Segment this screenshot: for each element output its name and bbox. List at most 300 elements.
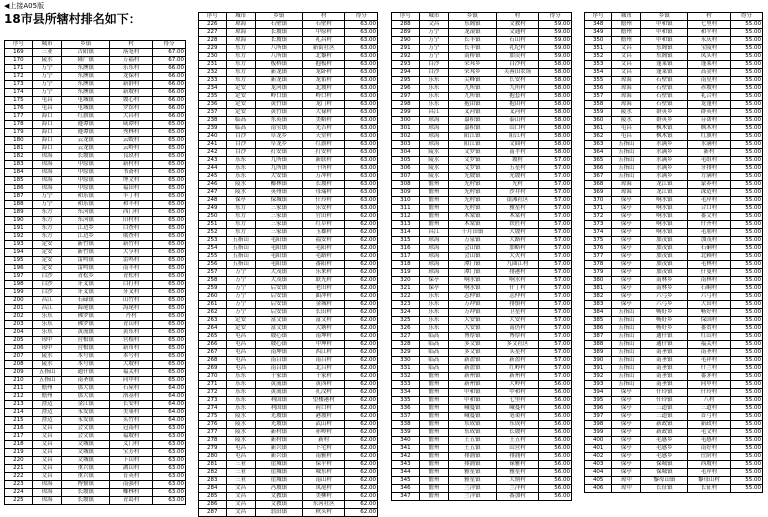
city-cell: 屯昌 [612, 125, 641, 133]
rank-cell: 184 [5, 169, 33, 177]
township-cell: 遵谭镇 [62, 121, 110, 129]
rank-cell: 356 [585, 85, 612, 93]
table-row [199, 509, 378, 517]
rank-cell: 253 [199, 237, 227, 245]
score-cell: 55.00 [730, 453, 762, 461]
score-cell: 57.00 [539, 349, 572, 357]
rank-cell: 347 [392, 493, 420, 501]
city-cell: 保亭 [612, 285, 641, 293]
table-row [5, 353, 186, 361]
rank-cell: 280 [199, 453, 227, 461]
village-cell: 石山村 [496, 37, 539, 45]
score-cell: 65.00 [153, 377, 186, 385]
score-cell: 65.00 [153, 145, 186, 153]
table-row [199, 445, 378, 453]
rank-cell: 321 [392, 285, 420, 293]
city-cell: 文昌 [32, 449, 62, 457]
score-cell: 55.00 [730, 373, 762, 381]
table-row [585, 197, 763, 205]
rank-cell: 200 [5, 297, 33, 305]
township-cell: 隆广镇 [62, 57, 110, 65]
city-cell: 白沙 [226, 149, 255, 157]
rank-cell: 178 [5, 121, 33, 129]
score-cell: 63.00 [345, 101, 378, 109]
township-cell: 东河镇 [62, 209, 110, 217]
city-cell: 儋州 [612, 37, 641, 45]
table-row [5, 225, 186, 233]
rank-cell: 231 [199, 61, 227, 69]
rank-cell: 187 [5, 193, 33, 201]
table-row [199, 477, 378, 485]
township-cell: 会山镇 [449, 253, 497, 261]
table-row [392, 133, 572, 141]
city-cell: 三亚 [32, 49, 62, 57]
village-cell: 玉雄村 [303, 229, 345, 237]
table-row [5, 433, 186, 441]
village-cell: 美略村 [303, 117, 345, 125]
village-cell: 什齐村 [688, 221, 730, 229]
score-cell: 55.00 [730, 461, 762, 469]
village-cell: 同甲村 [688, 381, 730, 389]
township-cell: 龙河镇 [255, 85, 302, 93]
table-row [5, 137, 186, 145]
city-cell: 陵水 [226, 181, 255, 189]
rank-cell: 251 [199, 221, 227, 229]
rank-cell: 204 [5, 329, 33, 337]
township-cell: 红旗镇 [62, 113, 110, 121]
page-title: 18市县所辖村排名如下： [4, 12, 141, 26]
township-cell: 长征镇 [641, 485, 688, 493]
table-row [199, 485, 378, 493]
table-row [5, 73, 186, 81]
township-cell: 荣邦乡 [449, 61, 497, 69]
rank-cell: 374 [585, 229, 612, 237]
rank-cell: 173 [5, 81, 33, 89]
rank-cell: 271 [199, 381, 227, 389]
city-cell: 保亭 [612, 405, 641, 413]
rank-cell: 293 [392, 61, 420, 69]
city-cell: 陵水 [419, 149, 448, 157]
rank-cell: 329 [392, 349, 420, 357]
score-cell: 55.00 [730, 141, 762, 149]
score-cell: 57.00 [539, 317, 572, 325]
village-cell: 西坡村 [688, 461, 730, 469]
township-cell: 长坡镇 [62, 489, 110, 497]
township-cell: 雷鸣镇 [62, 257, 110, 265]
village-cell: 蓬莱村 [688, 61, 730, 69]
village-cell: 禄雅村 [496, 461, 539, 469]
score-cell: 62.00 [345, 229, 378, 237]
village-cell: 云岭村 [110, 145, 153, 153]
township-cell: 阜龙乡 [255, 141, 302, 149]
township-cell: 中和镇 [449, 389, 497, 397]
city-cell: 琼海 [419, 117, 448, 125]
rank-cell: 266 [199, 341, 227, 349]
table-row [585, 301, 763, 309]
city-cell: 琼海 [419, 261, 448, 269]
table-row [392, 389, 572, 397]
township-cell: 三家镇 [255, 205, 302, 213]
village-cell: 红旗村 [303, 141, 345, 149]
score-cell: 65.00 [153, 233, 186, 241]
score-cell: 55.00 [730, 109, 762, 117]
score-cell: 56.00 [539, 397, 572, 405]
village-cell: 和平村 [688, 29, 730, 37]
township-cell: 千家镇 [255, 373, 302, 381]
table-header-row [5, 41, 186, 49]
city-cell: 五指山 [612, 141, 641, 149]
rank-cell: 255 [199, 253, 227, 261]
city-cell: 琼海 [612, 181, 641, 189]
score-cell: 65.00 [153, 297, 186, 305]
rank-cell: 298 [392, 101, 420, 109]
city-cell: 陵水 [419, 173, 448, 181]
rank-cell: 209 [5, 369, 33, 377]
rank-cell: 195 [5, 257, 33, 265]
table-row [392, 53, 572, 61]
table-row [392, 469, 572, 477]
township-cell: 崖城镇 [255, 469, 302, 477]
city-cell: 琼海 [32, 185, 62, 193]
table-row [585, 213, 763, 221]
city-cell: 东方 [226, 213, 255, 221]
table-row [5, 393, 186, 401]
city-cell: 乐东 [419, 325, 448, 333]
table-row [585, 45, 763, 53]
score-cell: 56.00 [539, 429, 572, 437]
city-cell: 万宁 [226, 277, 255, 285]
township-cell: 坡心镇 [255, 333, 302, 341]
city-cell: 陵水 [419, 165, 448, 173]
township-cell: 兰洋镇 [449, 493, 497, 501]
city-cell: 五指山 [612, 373, 641, 381]
score-cell: 58.00 [539, 117, 572, 125]
column-header-city: 城市 [612, 13, 641, 21]
city-cell: 儋州 [419, 453, 448, 461]
table-row [5, 217, 186, 225]
score-cell: 62.00 [345, 405, 378, 413]
rank-cell: 180 [5, 137, 33, 145]
rank-cell: 291 [392, 45, 420, 53]
township-cell: 中和镇 [641, 37, 688, 45]
village-cell: 大路村 [496, 237, 539, 245]
village-cell: 加贡村 [496, 53, 539, 61]
village-cell: 石硐村 [688, 245, 730, 253]
rank-cell: 239 [199, 125, 227, 133]
score-cell: 55.00 [730, 29, 762, 37]
rank-cell: 406 [585, 485, 612, 493]
city-cell: 乐东 [32, 313, 62, 321]
township-cell: 黄竹镇 [255, 109, 302, 117]
table-row [5, 129, 186, 137]
township-cell: 南圣镇 [641, 381, 688, 389]
score-cell: 63.00 [345, 133, 378, 141]
table-row [5, 105, 186, 113]
table-row [392, 461, 572, 469]
city-cell: 乐东 [226, 389, 255, 397]
township-cell: 会文镇 [62, 433, 110, 441]
column-header-village: 村 [303, 13, 345, 21]
village-cell: 头竹村 [110, 417, 153, 425]
township-cell: 南桥镇 [449, 53, 497, 61]
score-cell: 65.00 [153, 161, 186, 169]
score-cell: 65.00 [153, 137, 186, 145]
score-cell: 55.00 [730, 389, 762, 397]
score-cell: 55.00 [730, 357, 762, 365]
score-cell: 62.00 [345, 389, 378, 397]
city-cell: 琼海 [612, 93, 641, 101]
score-cell: 55.00 [730, 157, 762, 165]
table-row [5, 265, 186, 273]
city-cell: 儋州 [612, 29, 641, 37]
table-row [199, 141, 378, 149]
rank-cell: 370 [585, 197, 612, 205]
township-cell: 海尾镇 [62, 305, 110, 313]
table-row [5, 321, 186, 329]
village-cell: 长坡村 [496, 429, 539, 437]
village-cell: 丰丁村 [110, 193, 153, 201]
column-header-rank: 序号 [585, 13, 612, 21]
village-cell: 雷鸣村 [110, 257, 153, 265]
rank-cell: 403 [585, 461, 612, 469]
city-cell: 保亭 [612, 197, 641, 205]
village-cell: 洛基村 [110, 393, 153, 401]
table-row [392, 173, 572, 181]
city-cell: 东方 [32, 225, 62, 233]
township-cell: 新政镇 [641, 429, 688, 437]
score-cell: 63.00 [153, 489, 186, 497]
ranking-table [198, 12, 378, 517]
city-cell: 东方 [226, 221, 255, 229]
village-cell: 秋头村 [303, 509, 345, 517]
score-cell: 65.00 [153, 121, 186, 129]
rank-cell: 228 [199, 37, 227, 45]
score-cell: 67.00 [153, 49, 186, 57]
table-row [392, 405, 572, 413]
score-cell: 65.00 [153, 321, 186, 329]
table-row [392, 285, 572, 293]
score-cell: 55.00 [730, 421, 762, 429]
city-cell: 屯昌 [32, 105, 62, 113]
city-cell: 白沙 [419, 69, 448, 77]
score-cell: 62.00 [345, 493, 378, 501]
table-row [199, 93, 378, 101]
city-cell: 白沙 [32, 281, 62, 289]
score-cell: 65.00 [153, 129, 186, 137]
village-cell: 福关村 [688, 341, 730, 349]
score-cell: 59.00 [539, 53, 572, 61]
village-cell: 高金村 [688, 69, 730, 77]
village-cell: 龙蓬村 [688, 101, 730, 109]
table-row [392, 261, 572, 269]
city-cell: 保亭 [612, 253, 641, 261]
village-cell: 博文村 [110, 177, 153, 185]
village-cell: 打安村 [303, 149, 345, 157]
city-cell: 屯昌 [226, 445, 255, 453]
village-cell: 湖山村 [110, 465, 153, 473]
city-cell: 定安 [32, 249, 62, 257]
score-cell: 55.00 [730, 413, 762, 421]
city-cell: 儋州 [419, 373, 448, 381]
table-row [392, 485, 572, 493]
city-cell: 乐东 [32, 329, 62, 337]
city-cell: 琼海 [612, 101, 641, 109]
table-row [5, 481, 186, 489]
village-cell: 山营村 [496, 445, 539, 453]
township-cell: 东阁镇 [641, 53, 688, 61]
score-cell: 62.00 [345, 309, 378, 317]
rank-cell: 233 [199, 77, 227, 85]
village-cell: 五星村 [496, 165, 539, 173]
village-cell: 毛阳村 [303, 245, 345, 253]
score-cell: 63.00 [345, 141, 378, 149]
table-row [5, 153, 186, 161]
village-cell: 方满村 [688, 173, 730, 181]
village-cell: 中和村 [496, 389, 539, 397]
village-cell: 南丰村 [110, 265, 153, 273]
rank-cell: 193 [5, 241, 33, 249]
score-cell: 57.00 [539, 269, 572, 277]
city-cell: 儋州 [612, 21, 641, 29]
score-cell: 55.00 [730, 269, 762, 277]
village-cell: 大禄村 [303, 109, 345, 117]
city-cell: 琼海 [419, 125, 448, 133]
table-row [392, 197, 572, 205]
township-cell: 打安镇 [255, 149, 302, 157]
score-cell: 55.00 [730, 309, 762, 317]
city-cell: 万宁 [419, 45, 448, 53]
village-cell: 卜宅村 [303, 445, 345, 453]
village-cell: 毛文村 [688, 429, 730, 437]
township-cell: 大安镇 [449, 325, 497, 333]
village-cell: 长坡村 [303, 181, 345, 189]
rank-cell: 310 [392, 197, 420, 205]
rank-cell: 402 [585, 453, 612, 461]
village-cell: 白沙村 [496, 61, 539, 69]
township-cell: 光村镇 [449, 205, 497, 213]
continued-note: ◀上接A05版 [4, 2, 45, 10]
table-row [199, 277, 378, 285]
rank-cell: 307 [392, 173, 420, 181]
score-cell: 65.00 [153, 361, 186, 369]
score-cell: 62.00 [345, 301, 378, 309]
city-cell: 定安 [226, 101, 255, 109]
city-cell: 文昌 [32, 473, 62, 481]
table-row [392, 245, 572, 253]
township-cell: 万冲镇 [449, 309, 497, 317]
city-cell: 东方 [32, 217, 62, 225]
rank-cell: 176 [5, 105, 33, 113]
table-row [585, 205, 763, 213]
city-cell: 儋州 [32, 393, 62, 401]
village-cell: 排慎村 [496, 301, 539, 309]
city-cell: 文昌 [612, 61, 641, 69]
township-cell: 本号镇 [62, 361, 110, 369]
township-cell: 文城镇 [62, 457, 110, 465]
city-cell: 东方 [32, 209, 62, 217]
village-cell: 营根村 [110, 337, 153, 345]
township-cell: 潭门镇 [449, 269, 497, 277]
township-cell: 群英乡 [641, 117, 688, 125]
township-cell: 南林乡 [641, 285, 688, 293]
table-row [199, 37, 378, 45]
township-cell: 兰洋镇 [449, 485, 497, 493]
rank-cell: 241 [199, 141, 227, 149]
table-row [585, 333, 763, 341]
table-row [199, 77, 378, 85]
city-cell: 五指山 [612, 325, 641, 333]
rank-cell: 254 [199, 245, 227, 253]
rank-cell: 289 [392, 29, 420, 37]
score-cell: 63.00 [345, 93, 378, 101]
township-cell: 新政镇 [641, 421, 688, 429]
village-cell: 青葛村 [110, 497, 153, 505]
township-cell: 黄流镇 [255, 389, 302, 397]
township-cell: 响水镇 [641, 205, 688, 213]
score-cell: 63.00 [153, 457, 186, 465]
township-cell: 文罗镇 [449, 149, 497, 157]
rank-cell: 346 [392, 485, 420, 493]
rank-cell: 305 [392, 157, 420, 165]
city-cell: 东方 [226, 77, 255, 85]
village-cell: 加茂村 [688, 237, 730, 245]
rank-cell: 332 [392, 373, 420, 381]
village-cell: 红岭村 [496, 365, 539, 373]
score-cell: 63.00 [153, 441, 186, 449]
table-row [5, 377, 186, 385]
city-cell: 琼海 [226, 29, 255, 37]
table-row [5, 241, 186, 249]
city-cell: 万宁 [419, 53, 448, 61]
score-cell: 55.00 [730, 293, 762, 301]
village-cell: 大坡村 [110, 361, 153, 369]
city-cell: 琼海 [419, 133, 448, 141]
village-cell: 大岭村 [496, 381, 539, 389]
rank-cell: 234 [199, 85, 227, 93]
city-cell: 保亭 [612, 237, 641, 245]
village-cell: 牙叉村 [110, 289, 153, 297]
township-cell: 椰林镇 [255, 181, 302, 189]
table-row [585, 69, 763, 77]
score-cell: 56.00 [539, 445, 572, 453]
township-cell: 屯城镇 [62, 97, 110, 105]
village-cell: 石峒村 [688, 285, 730, 293]
table-row [585, 317, 763, 325]
table-row [199, 501, 378, 509]
score-cell: 56.00 [539, 437, 572, 445]
township-cell: 黄流镇 [255, 381, 302, 389]
rank-cell: 319 [392, 269, 420, 277]
score-cell: 55.00 [730, 77, 762, 85]
table-row [392, 109, 572, 117]
city-cell: 儋州 [419, 429, 448, 437]
score-cell: 59.00 [539, 37, 572, 45]
rank-cell: 294 [392, 69, 420, 77]
village-cell: 北黎村 [303, 53, 345, 61]
table-row [199, 53, 378, 61]
township-cell: 光坡镇 [255, 421, 302, 429]
rank-cell: 318 [392, 261, 420, 269]
table-row [5, 233, 186, 241]
city-cell: 琼海 [32, 161, 62, 169]
table-row [5, 305, 186, 313]
city-cell: 保亭 [612, 221, 641, 229]
township-cell: 富文镇 [255, 317, 302, 325]
score-cell: 55.00 [730, 245, 762, 253]
township-cell: 新村镇 [255, 437, 302, 445]
village-cell: 丹村 [110, 313, 153, 321]
table-row [392, 453, 572, 461]
